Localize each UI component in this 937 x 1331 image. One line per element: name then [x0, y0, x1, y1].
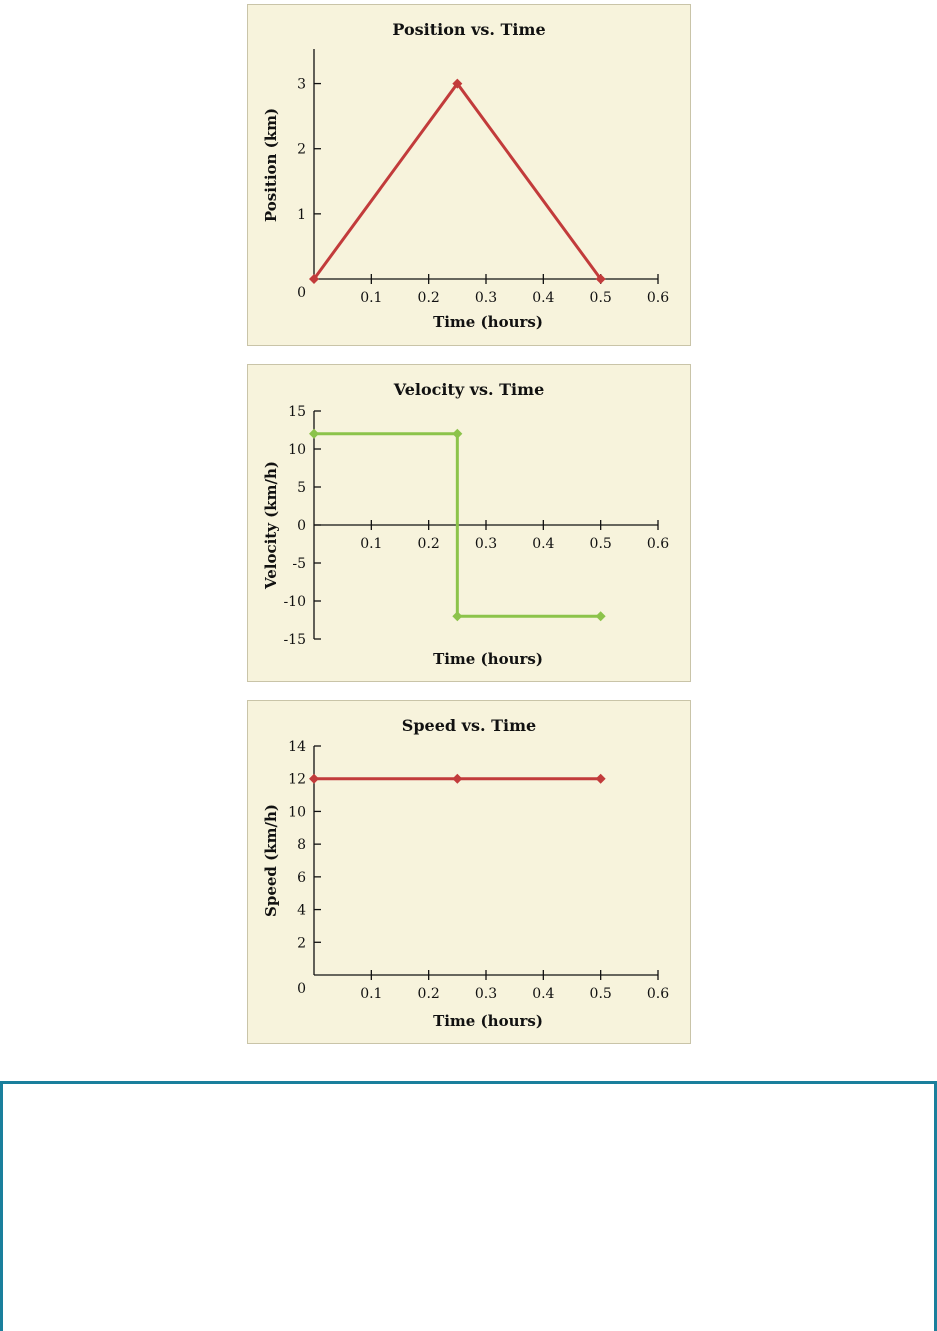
y-tick-label: 0	[297, 518, 306, 534]
x-tick-label: 0.4	[532, 986, 555, 1002]
info-box	[0, 1081, 937, 1331]
y-tick-label: 15	[288, 404, 306, 420]
y-tick-label: 12	[288, 771, 306, 788]
x-tick-label: 0.2	[417, 986, 440, 1002]
x-tick-label: 0.1	[360, 536, 383, 552]
y-tick-label: 10	[288, 804, 306, 821]
y-tick-label: 0	[297, 981, 306, 997]
chart-title: Speed vs. Time	[401, 716, 537, 735]
x-axis-label: Time (hours)	[433, 650, 543, 668]
y-tick-label: 3	[297, 76, 306, 93]
data-point	[452, 429, 462, 439]
x-tick-label: 0.6	[646, 536, 670, 552]
data-point	[452, 774, 462, 784]
x-tick-label: 0.1	[360, 986, 383, 1002]
speed-chart-svg	[248, 701, 690, 1043]
y-tick-label: 8	[297, 837, 306, 854]
x-tick-label: 0.2	[417, 536, 440, 552]
x-tick-label: 0.3	[474, 536, 498, 552]
y-tick-label: 6	[297, 869, 306, 886]
y-tick-label: 2	[297, 935, 306, 952]
x-tick-label: 0.6	[646, 290, 670, 306]
x-tick-label: 0.2	[417, 290, 440, 306]
data-point	[596, 611, 606, 621]
speed-vs-time-chart	[247, 700, 691, 1044]
data-point	[596, 774, 606, 784]
x-tick-label: 0.4	[532, 290, 555, 306]
y-tick-label: 5	[297, 480, 306, 496]
velocity-chart-svg	[248, 365, 690, 681]
position-vs-time-chart	[247, 4, 691, 346]
data-point	[309, 774, 319, 784]
x-tick-label: 0.3	[474, 986, 498, 1002]
y-tick-label: 1	[297, 206, 306, 223]
data-point	[452, 611, 462, 621]
x-tick-label: 0.5	[589, 536, 612, 552]
velocity-vs-time-chart	[247, 364, 691, 682]
y-tick-label: -5	[292, 556, 306, 572]
y-tick-label: 10	[288, 442, 306, 458]
y-tick-label: 4	[297, 902, 306, 919]
chart-title: Velocity vs. Time	[393, 380, 545, 399]
y-tick-label: -10	[283, 594, 306, 610]
x-tick-label: 0.1	[360, 290, 383, 306]
y-tick-label: 2	[297, 141, 306, 158]
x-axis-label: Time (hours)	[433, 313, 543, 331]
chart-title: Position vs. Time	[392, 20, 546, 39]
x-tick-label: 0.6	[646, 986, 670, 1002]
position-chart-svg	[248, 5, 690, 345]
y-axis-label: Speed (km/h)	[262, 804, 280, 917]
y-tick-label: 0	[297, 285, 306, 301]
y-tick-label: 14	[288, 739, 306, 755]
y-axis-label: Velocity (km/h)	[262, 460, 280, 590]
x-axis-label: Time (hours)	[433, 1012, 543, 1030]
x-tick-label: 0.5	[589, 290, 612, 306]
x-tick-label: 0.5	[589, 986, 612, 1002]
y-tick-label: -15	[283, 632, 306, 648]
y-axis-label: Position (km)	[262, 107, 280, 223]
x-tick-label: 0.4	[532, 536, 555, 552]
data-point	[309, 429, 319, 439]
series-line	[314, 84, 601, 279]
x-tick-label: 0.3	[474, 290, 498, 306]
